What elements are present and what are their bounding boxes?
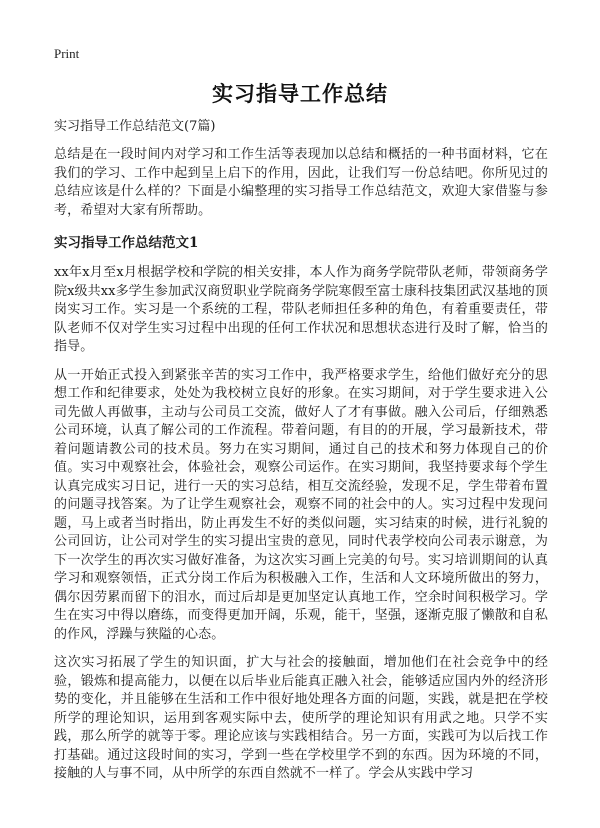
body-paragraph-2: 从一开始正式投入到紧张辛苦的实习工作中，我严格要求学生，给他们做好充分的思想工作和纪律要求，处处为我校树立良好的形象。在实习期间，对于学生要求进入公司先做人再做事，主动与公司员工交流，做好人了才有事做。融入公司后，仔细熟悉公司环境，认真了解公司的工作流程。带着问题，有目的的开展，学习最新技术，带着问题请教公司的技术员。努力在实习期间，通过自己的技术和努力体现自己的价值。实习中观察社会，体验社会，观察公司运作。在实习期间，我坚持要求每个学生认真完成实习日记，进行一天的实习总结，相互交流经验，发现不足，学生带着布置的问题寻找答案。为了让学生观察社会，观察不同的社会中的人。实习过程中发现问题，马上或者当时指出，防止再发生不好的类似问题，实习结束的时候，进行礼貌的公司回访，让公司对学生的实习提出宝贵的意见，同时代表学校向公司表示谢意，为下一次学生的再次实习做好准备，为这次实习画上完美的句号。实习培训期间的认真学习和观察领悟，正式分岗工作后为积极融入工作，生活和人文环境所做出的努力，偶尔因劳累而留下的泪水，而过后却是更加坚定认真地工作，空余时间积极学习。学生在实习中得以磨练，而变得更加开阔，乐观，能干，坚强，逐渐克服了懒散和自私的作风，浮躁与狭隘的心态。 <box>54 367 548 642</box>
print-link[interactable]: Print <box>54 46 80 61</box>
document-body <box>54 118 548 794</box>
page-title: 实习指导工作总结 <box>212 82 388 106</box>
body-paragraph-3: 这次实习拓展了学生的知识面，扩大与社会的接触面，增加他们在社会竞争中的经验，锻炼和提高能力，以便在以后毕业后能真正融入社会，能够适应国内外的经济形势的变化，并且能够在生活和工作中很好地处理各方面的问题，实践，就是把在学校所学的理论知识，运用到客观实际中去，使所学的理论知识有用武之地。只学不实践，那么所学的就等于零。理论应该与实践相结合。另一方面，实践可为以后找工作打基础。通过这段时间的实习，学到一些在学校里学不到的东西。因为环境的不同，接触的人与事不同，从中所学的东西自然就不一样了。学会从实践中学习 <box>54 655 548 781</box>
intro-paragraph: 总结是在一段时间内对学习和工作生活等表现加以总结和概括的一种书面材料，它在我们的学习、工作中起到呈上启下的作用，因此，让我们写一份总结吧。你所见过的总结应该是什么样的？下面是小编整理的实习指导工作总结范文，欢迎大家借鉴与参考，希望对大家有所帮助。 <box>54 147 548 218</box>
document-subtitle: 实习指导工作总结范文(7篇) <box>54 119 216 134</box>
section-heading: 实习指导工作总结范文1 <box>54 235 199 251</box>
body-paragraph-1: xx年x月至x月根据学校和学院的相关安排，本人作为商务学院带队老师，带领商务学院x级共xx多学生参加武汉商贸职业学院商务学院寒假至富士康科技集团武汉基地的顶岗实习工作。实习是一个系统的工程，带队老师担任多种的角色，有着重要责任，带队老师不仅对学生实习过程中出现的任何工作状况和思想状态进行及时了解，恰当的指导。 <box>54 265 548 354</box>
